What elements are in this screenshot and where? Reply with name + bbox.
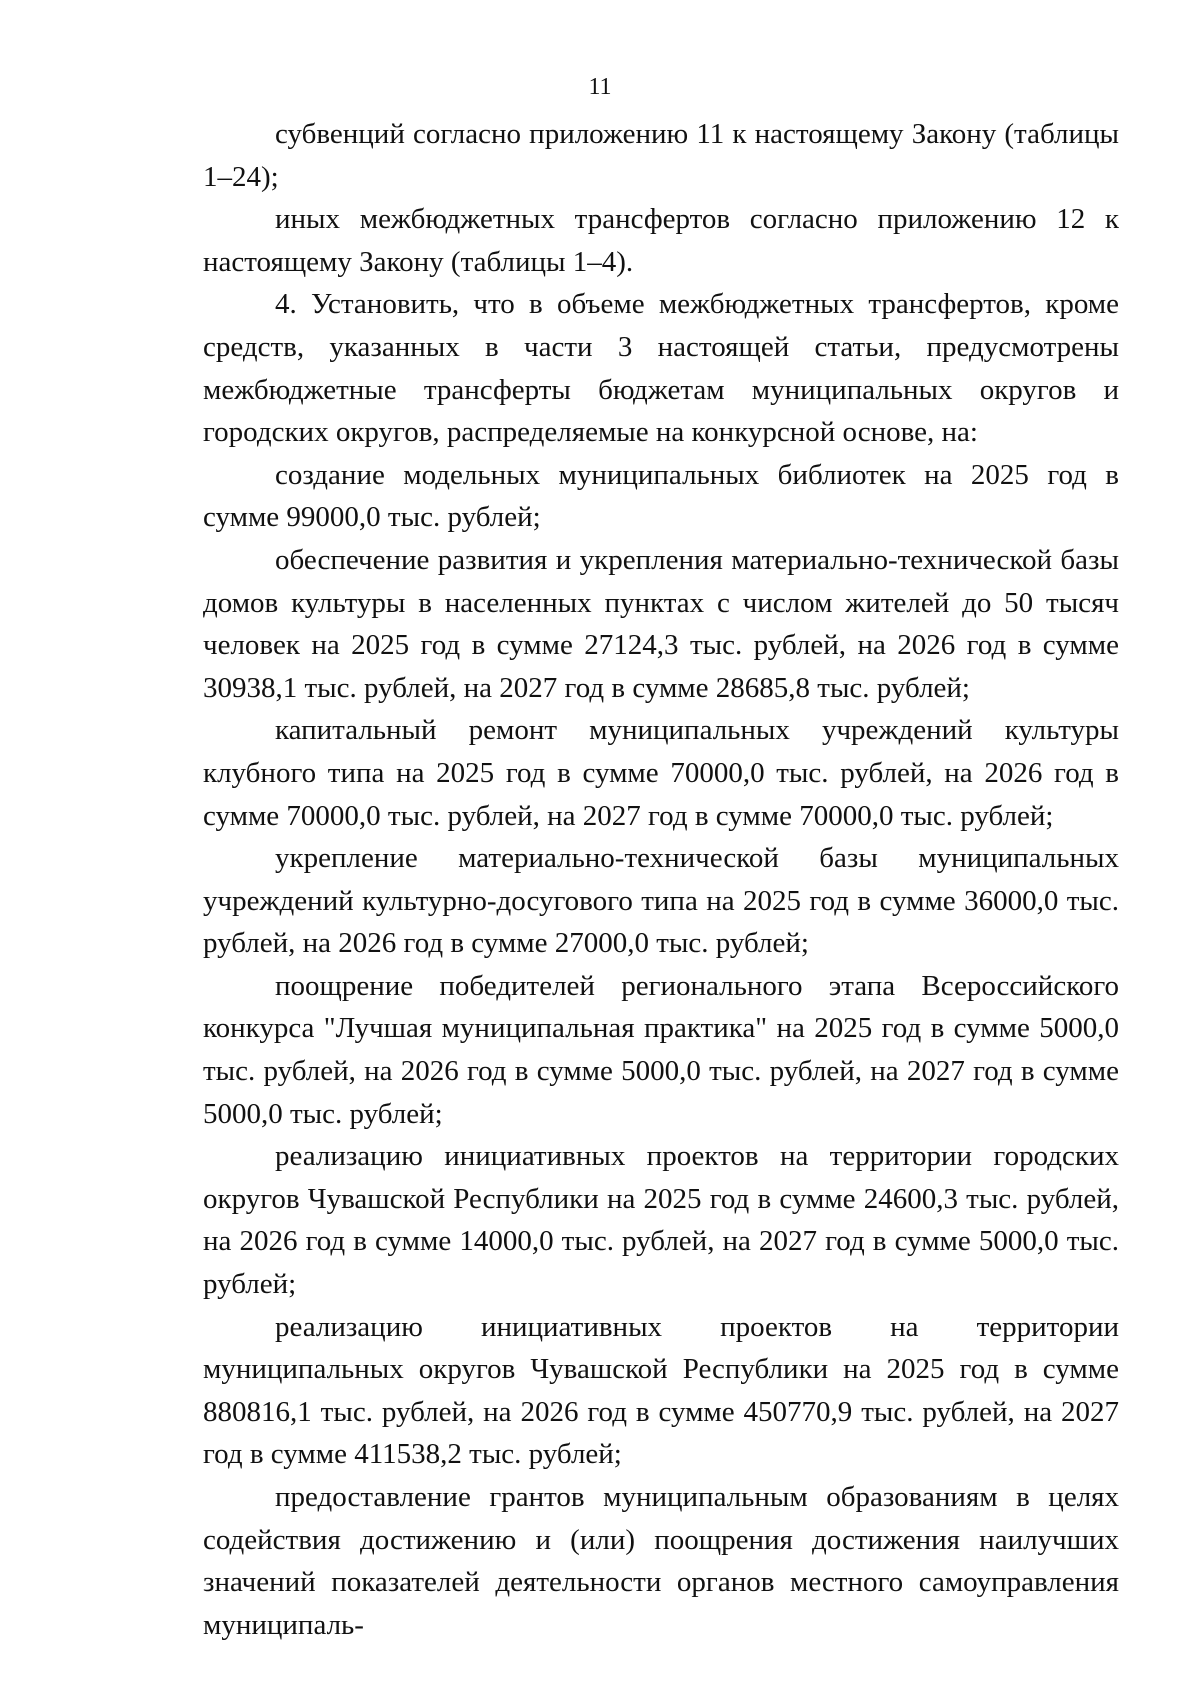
paragraph-clause-4: 4. Установить, что в объеме межбюджетных трансфертов, кроме средств, указанных в части 3 настоящей статьи, предусмотрены межбюджетные трансферты бюджетам муниципальных округов и городских округов, распределяемые на конкурсной основе, на: — [203, 288, 1119, 449]
paragraph-city-initiative-projects: реализацию инициативных проектов на территории городских округов Чувашской Республики на 2025 год в сумме 24600,3 тыс. рублей, на 2026 год в сумме 14000,0 тыс. рублей, на 2027 год в сумме 5000,0 тыс. рублей; — [203, 1140, 1119, 1301]
paragraph-other-transfers: иных межбюджетных трансфертов согласно приложению 12 к настоящему Закону (таблицы 1–4). — [203, 203, 1119, 278]
paragraph-capital-repair: капитальный ремонт муниципальных учреждений культуры клубного типа на 2025 год в сумме 70000,0 тыс. рублей, на 2026 год в сумме 70000,0 тыс. рублей, на 2027 год в сумме 70000,0 тыс. рублей; — [203, 714, 1119, 832]
paragraph-municipal-initiative-projects: реализацию инициативных проектов на территории муниципальных округов Чувашской Республики на 2025 год в сумме 880816,1 тыс. рублей, на 2026 год в сумме 450770,9 тыс. рублей, на 2027 год в сумме 411538,2 тыс. рублей; — [203, 1310, 1119, 1471]
paragraph-best-practice-contest: поощрение победителей регионального этапа Всероссийского конкурса "Лучшая муниципальная практика" на 2025 год в сумме 5000,0 тыс. рублей, на 2026 год в сумме 5000,0 тыс. рублей, на 2027 год в сумме 5000,0 тыс. рублей; — [203, 969, 1119, 1130]
document-body — [203, 113, 1119, 1646]
paragraph-leisure-institutions: укрепление материально-технической базы муниципальных учреждений культурно-досугового типа на 2025 год в сумме 36000,0 тыс. рублей, на 2026 год в сумме 27000,0 тыс. рублей; — [203, 842, 1119, 960]
paragraph-subventions: субвенций согласно приложению 11 к настоящему Закону (таблицы 1–24); — [203, 118, 1119, 193]
paragraph-houses-of-culture: обеспечение развития и укрепления материально-технической базы домов культуры в населенных пунктах с числом жителей до 50 тысяч человек на 2025 год в сумме 27124,3 тыс. рублей, на 2026 год в сумме 30938,1 тыс. рублей, на 2027 год в сумме 28685,8 тыс. рублей; — [203, 543, 1119, 704]
paragraph-grants: предоставление грантов муниципальным образованиям в целях содействия достижению и (или) поощрения достижения наилучших значений показателей деятельности органов местного самоуправления муниципаль- — [203, 1481, 1119, 1641]
paragraph-model-libraries: создание модельных муниципальных библиотек на 2025 год в сумме 99000,0 тыс. рублей; — [203, 458, 1119, 534]
page-number: 11 — [588, 74, 612, 100]
